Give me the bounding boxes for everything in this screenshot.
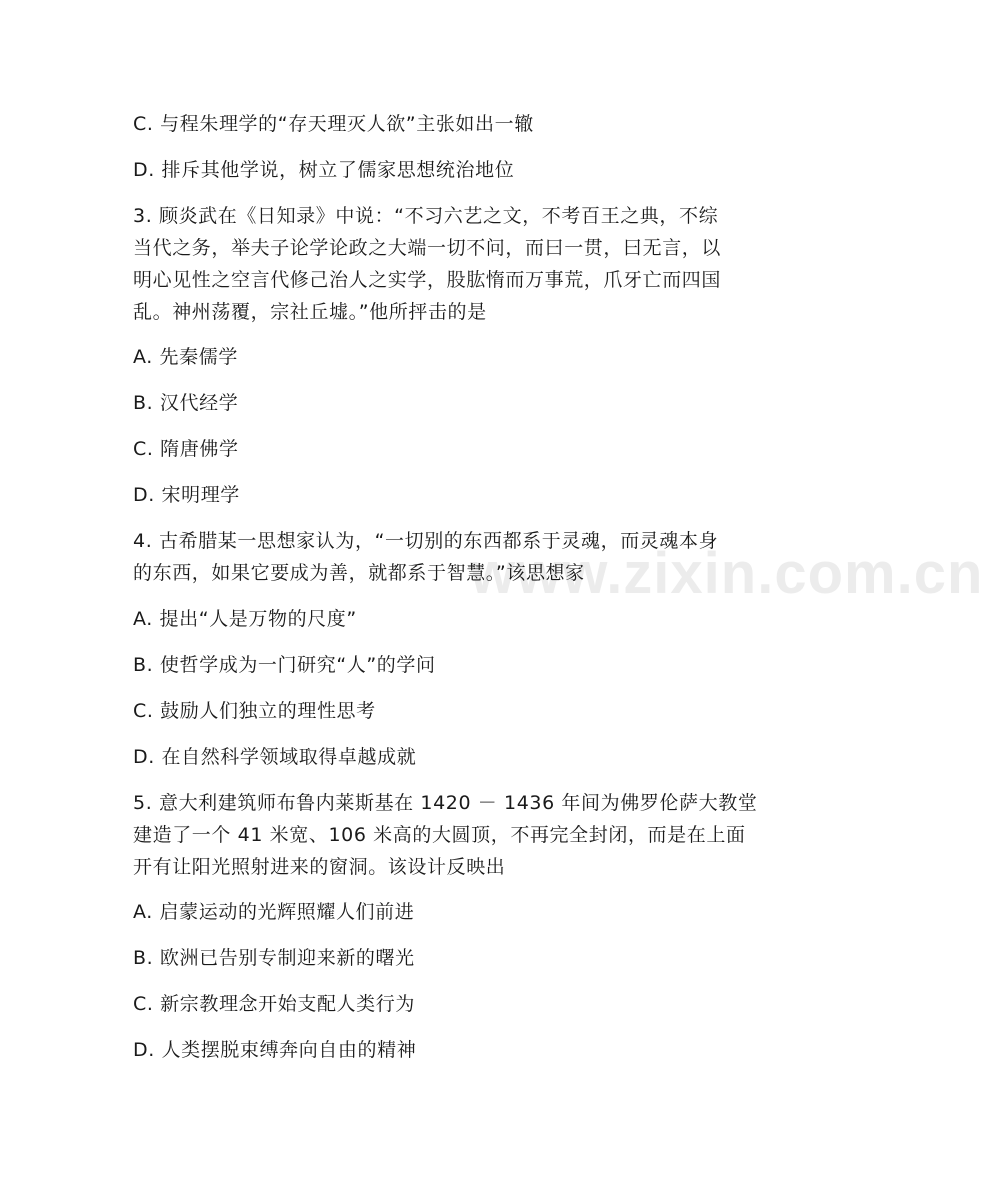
- q5-stem-line-1: 5. 意大利建筑师布鲁内莱斯基在 1420 － 1436 年间为佛罗伦萨大教堂: [133, 792, 758, 814]
- q5-option-d: D. 人类摆脱束缚奔向自由的精神: [133, 1039, 417, 1061]
- q4-stem-line-1: 4. 古希腊某一思想家认为，“一切别的东西都系于灵魂，而灵魂本身: [133, 530, 719, 552]
- q5-option-b: B. 欧洲已告别专制迎来新的曙光: [133, 947, 415, 969]
- q3-option-c: C. 隋唐佛学: [133, 438, 239, 460]
- q4-option-a: A. 提出“人是万物的尺度”: [133, 608, 357, 630]
- q4-option-d: D. 在自然科学领域取得卓越成就: [133, 746, 417, 768]
- q5-stem-line-2: 建造了一个 41 米宽、106 米高的大圆顶，不再完全封闭，而是在上面: [133, 824, 746, 846]
- q2-option-c: C. 与程朱理学的“存天理灭人欲”主张如出一辙: [133, 113, 534, 135]
- q4-option-b: B. 使哲学成为一门研究“人”的学问: [133, 654, 436, 676]
- q5-option-a: A. 启蒙运动的光辉照耀人们前进: [133, 901, 415, 923]
- q5-stem-line-3: 开有让阳光照射进来的窗洞。该设计反映出: [133, 856, 506, 878]
- q3-stem-line-3: 明心见性之空言代修己治人之实学，股肱惰而万事荒，爪牙亡而四国: [133, 269, 722, 291]
- q3-option-b: B. 汉代经学: [133, 392, 239, 414]
- q4-stem-line-2: 的东西，如果它要成为善，就都系于智慧。”该思想家: [133, 562, 585, 584]
- watermark-text: www.zixin.com.cn: [470, 541, 983, 606]
- q3-stem-line-1: 3. 顾炎武在《日知录》中说：“不习六艺之文，不考百王之典，不综: [133, 205, 719, 227]
- q3-option-a: A. 先秦儒学: [133, 346, 238, 368]
- q4-option-c: C. 鼓励人们独立的理性思考: [133, 700, 376, 722]
- q3-option-d: D. 宋明理学: [133, 484, 240, 506]
- q5-option-c: C. 新宗教理念开始支配人类行为: [133, 993, 415, 1015]
- q3-stem-line-4: 乱。神州荡覆，宗社丘墟。”他所抨击的是: [133, 301, 487, 323]
- q2-option-d: D. 排斥其他学说，树立了儒家思想统治地位: [133, 159, 515, 181]
- q3-stem-line-2: 当代之务，举夫子论学论政之大端一切不问，而曰一贯，曰无言，以: [133, 237, 722, 259]
